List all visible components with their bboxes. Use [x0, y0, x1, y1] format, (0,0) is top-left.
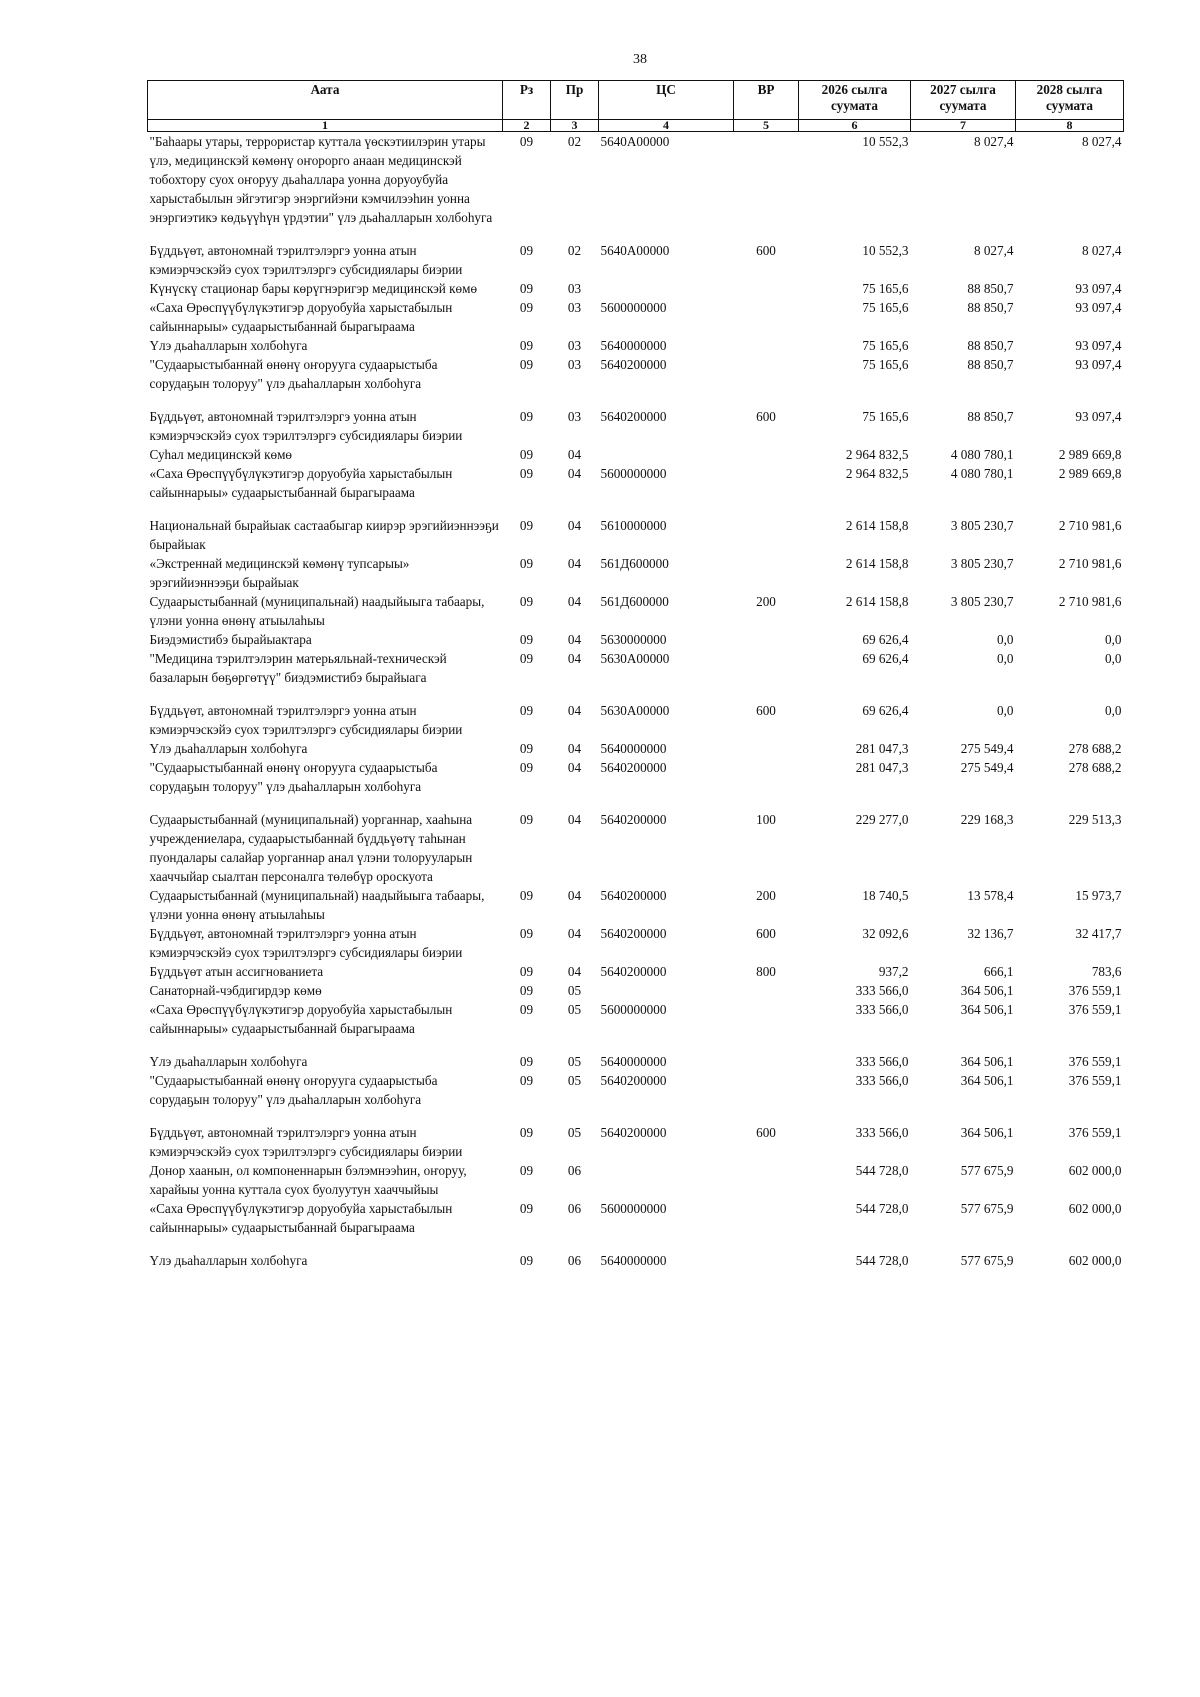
row-rz: 09 — [519, 281, 534, 296]
budget-table — [147, 80, 1124, 1270]
table-row — [148, 1161, 1124, 1199]
table-row — [148, 758, 1124, 796]
spacer-cell — [148, 1109, 1124, 1123]
row-pr: 05 — [567, 1002, 582, 1017]
row-amount-2027: 666,1 — [983, 964, 1014, 979]
row-vr — [734, 1199, 799, 1237]
row-name: Биэдэмистибэ бырайыактара — [149, 632, 312, 647]
row-vr — [734, 279, 799, 298]
row-cs: 5640200000 — [600, 1125, 667, 1140]
table-row — [148, 516, 1124, 554]
row-amount-2027: 577 675,9 — [960, 1163, 1014, 1178]
row-name: Үлэ дьаһалларын холбоһуга — [149, 1253, 308, 1268]
spacer-cell — [148, 227, 1124, 241]
table-row — [148, 554, 1124, 592]
row-amount-2028: 0,0 — [1105, 632, 1122, 647]
row-rz: 09 — [519, 409, 534, 424]
row-spacer — [148, 1109, 1124, 1123]
row-amount-2027: 364 506,1 — [960, 1002, 1014, 1017]
column-number: 3 — [551, 120, 599, 132]
row-pr: 04 — [567, 888, 582, 903]
row-amount-2026: 333 566,0 — [855, 1125, 909, 1140]
row-amount-2026: 75 165,6 — [862, 357, 909, 372]
row-amount-2028: 376 559,1 — [1068, 1054, 1122, 1069]
row-amount-2027: 4 080 780,1 — [950, 466, 1014, 481]
row-amount-2026: 10 552,3 — [862, 134, 909, 149]
row-cs: 5640200000 — [600, 357, 667, 372]
row-name: "Судаарыстыбаннай өнөнү оҥоруугa судаарыстыба сорудаҕын толоруу" үлэ дьаһалларын холбоһуга — [149, 760, 438, 794]
row-amount-2026: 333 566,0 — [855, 1073, 909, 1088]
row-spacer — [148, 393, 1124, 407]
row-cs: 5640000000 — [600, 1054, 667, 1069]
row-cs — [599, 981, 734, 1000]
table-row — [148, 132, 1124, 228]
row-cs: 5640200000 — [600, 964, 667, 979]
row-amount-2028: 2 710 981,6 — [1058, 556, 1122, 571]
column-number: 7 — [911, 120, 1016, 132]
table-row — [148, 630, 1124, 649]
row-vr — [734, 464, 799, 502]
row-pr: 03 — [567, 300, 582, 315]
row-vr — [734, 1161, 799, 1199]
table-row — [148, 336, 1124, 355]
row-amount-2027: 3 805 230,7 — [950, 594, 1014, 609]
row-amount-2026: 2 614 158,8 — [845, 594, 909, 609]
table-row — [148, 649, 1124, 687]
row-cs: 5600000000 — [600, 466, 667, 481]
row-name: «Саха Өрөспүүбүлүкэтигэр доруобуйа харыстабылын сайыннарыы» судаарыстыбаннай бырагыраама — [149, 1201, 453, 1235]
row-name: Суһал медицинскэй көмө — [149, 447, 293, 462]
table-row — [148, 701, 1124, 739]
row-name: Бүддьүөт, автономнай тэрилтэлэргэ уонна атын кэмиэрчэскэйэ суох тэрилтэлэргэ субсидиялары биэрии — [149, 703, 463, 737]
row-pr: 04 — [567, 594, 582, 609]
row-vr — [734, 1000, 799, 1038]
row-pr: 04 — [567, 556, 582, 571]
row-rz: 09 — [519, 964, 534, 979]
row-cs: 5610000000 — [600, 518, 667, 533]
row-vr: 200 — [756, 594, 776, 609]
row-name: Судаарыстыбаннай (муниципальнай) наадыйыыга табаары, үлэни уонна өнөнү атыылаһыы — [149, 594, 485, 628]
page-number: 38 — [633, 52, 647, 67]
header-row — [148, 81, 1124, 120]
row-amount-2028: 32 417,7 — [1075, 926, 1122, 941]
table-body — [148, 132, 1124, 1271]
spacer-cell — [148, 1237, 1124, 1251]
row-cs — [599, 445, 734, 464]
column-number: 6 — [799, 120, 911, 132]
row-amount-2026: 281 047,3 — [855, 760, 909, 775]
table-row — [148, 445, 1124, 464]
row-amount-2026: 75 165,6 — [862, 281, 909, 296]
row-vr — [734, 1052, 799, 1071]
row-name: Үлэ дьаһалларын холбоһуга — [149, 338, 308, 353]
row-amount-2026: 544 728,0 — [855, 1201, 909, 1216]
row-pr: 05 — [567, 983, 582, 998]
row-spacer — [148, 687, 1124, 701]
row-vr — [734, 739, 799, 758]
row-cs: 5640А00000 — [600, 134, 670, 149]
row-amount-2027: 88 850,7 — [967, 300, 1014, 315]
row-amount-2027: 0,0 — [997, 703, 1014, 718]
row-rz: 09 — [519, 703, 534, 718]
row-vr — [734, 298, 799, 336]
row-pr: 06 — [567, 1163, 582, 1178]
header-cs: ЦС — [599, 81, 734, 120]
row-amount-2027: 3 805 230,7 — [950, 518, 1014, 533]
row-amount-2028: 2 710 981,6 — [1058, 594, 1122, 609]
table-row — [148, 810, 1124, 886]
row-amount-2027: 364 506,1 — [960, 983, 1014, 998]
row-amount-2027: 0,0 — [997, 632, 1014, 647]
row-name: Күнүскү стационар бары көрүгнэригэр медицинскэй көмө — [149, 281, 478, 296]
row-pr: 02 — [567, 134, 582, 149]
table-row — [148, 592, 1124, 630]
table-row — [148, 407, 1124, 445]
header-name: Аата — [148, 81, 503, 120]
row-amount-2026: 75 165,6 — [862, 338, 909, 353]
row-pr: 03 — [567, 338, 582, 353]
row-amount-2028: 376 559,1 — [1068, 983, 1122, 998]
row-rz: 09 — [519, 1002, 534, 1017]
row-name: «Саха Өрөспүүбүлүкэтигэр доруобуйа харыстабылын сайыннарыы» судаарыстыбаннай бырагыраама — [149, 1002, 453, 1036]
row-pr: 03 — [567, 409, 582, 424]
row-amount-2027: 364 506,1 — [960, 1125, 1014, 1140]
row-name: «Саха Өрөспүүбүлүкэтигэр доруобуйа харыстабылын сайыннарыы» судаарыстыбаннай бырагыраама — [149, 300, 453, 334]
table-row — [148, 279, 1124, 298]
row-vr: 600 — [756, 409, 776, 424]
row-vr — [734, 445, 799, 464]
row-pr: 05 — [567, 1125, 582, 1140]
header-vr: ВР — [734, 81, 799, 120]
row-vr: 600 — [756, 1125, 776, 1140]
row-cs — [599, 279, 734, 298]
row-cs: 561Д600000 — [600, 556, 669, 571]
row-cs: 5640200000 — [600, 812, 667, 827]
row-cs — [599, 1161, 734, 1199]
column-number: 2 — [503, 120, 551, 132]
row-rz: 09 — [519, 300, 534, 315]
row-pr: 06 — [567, 1253, 582, 1268]
row-pr: 02 — [567, 243, 582, 258]
column-number-row — [148, 120, 1124, 132]
row-rz: 09 — [519, 983, 534, 998]
row-pr: 04 — [567, 703, 582, 718]
table-row — [148, 1000, 1124, 1038]
row-name: Үлэ дьаһалларын холбоһуга — [149, 741, 308, 756]
row-pr: 06 — [567, 1201, 582, 1216]
row-rz: 09 — [519, 357, 534, 372]
row-amount-2027: 88 850,7 — [967, 281, 1014, 296]
row-rz: 09 — [519, 651, 534, 666]
row-name: Бүддьүөт, автономнай тэрилтэлэргэ уонна атын кэмиэрчэскэйэ суох тэрилтэлэргэ субсидиялары биэрии — [149, 1125, 463, 1159]
row-rz: 09 — [519, 1073, 534, 1088]
row-amount-2028: 376 559,1 — [1068, 1002, 1122, 1017]
row-rz: 09 — [519, 632, 534, 647]
row-amount-2026: 2 614 158,8 — [845, 556, 909, 571]
row-rz: 09 — [519, 338, 534, 353]
table-row — [148, 1251, 1124, 1270]
row-pr: 04 — [567, 466, 582, 481]
row-vr — [734, 1251, 799, 1270]
row-amount-2028: 0,0 — [1105, 703, 1122, 718]
table-row — [148, 1071, 1124, 1109]
row-amount-2028: 93 097,4 — [1075, 409, 1122, 424]
row-amount-2027: 88 850,7 — [967, 338, 1014, 353]
row-cs: 5630000000 — [600, 632, 667, 647]
row-pr: 04 — [567, 964, 582, 979]
row-rz: 09 — [519, 1163, 534, 1178]
row-rz: 09 — [519, 926, 534, 941]
row-cs: 561Д600000 — [600, 594, 669, 609]
row-cs: 5640200000 — [600, 409, 667, 424]
row-pr: 04 — [567, 518, 582, 533]
row-name: Бүддьүөт, автономнай тэрилтэлэргэ уонна атын кэмиэрчэскэйэ суох тэрилтэлэргэ субсидиялары биэрии — [149, 243, 463, 277]
row-amount-2026: 18 740,5 — [862, 888, 909, 903]
row-pr: 03 — [567, 357, 582, 372]
row-amount-2026: 937,2 — [878, 964, 909, 979]
row-amount-2026: 75 165,6 — [862, 300, 909, 315]
row-amount-2027: 229 168,3 — [960, 812, 1014, 827]
row-amount-2027: 364 506,1 — [960, 1073, 1014, 1088]
row-cs: 5640200000 — [600, 888, 667, 903]
row-vr: 200 — [756, 888, 776, 903]
row-name: Судаарыстыбаннай (муниципальнай) уорганнар, хааһына учреждениелара, судаарыстыбаннай бүддьүөтү таһынан пуондалары салайар уорганнар анал үлэни толорууларын хааччыйар сыалтан персоналга төлөбүр ороскуота — [149, 812, 473, 884]
row-vr — [734, 758, 799, 796]
column-number: 1 — [148, 120, 503, 132]
table-row — [148, 981, 1124, 1000]
row-name: Судаарыстыбаннай (муниципальнай) наадыйыыга табаары, үлэни уонна өнөнү атыылаһыы — [149, 888, 485, 922]
row-rz: 09 — [519, 1253, 534, 1268]
row-amount-2027: 88 850,7 — [967, 409, 1014, 424]
row-amount-2026: 2 614 158,8 — [845, 518, 909, 533]
row-amount-2027: 0,0 — [997, 651, 1014, 666]
row-amount-2026: 69 626,4 — [862, 651, 909, 666]
row-cs: 5640000000 — [600, 1253, 667, 1268]
table-row — [148, 739, 1124, 758]
table-row — [148, 464, 1124, 502]
row-name: «Саха Өрөспүүбүлүкэтигэр доруобуйа харыстабылын сайыннарыы» судаарыстыбаннай бырагыраама — [149, 466, 453, 500]
row-amount-2028: 783,6 — [1091, 964, 1122, 979]
row-vr: 800 — [756, 964, 776, 979]
row-rz: 09 — [519, 741, 534, 756]
row-amount-2028: 8 027,4 — [1081, 243, 1122, 258]
row-amount-2026: 281 047,3 — [855, 741, 909, 756]
row-amount-2028: 2 989 669,8 — [1058, 466, 1122, 481]
row-pr: 05 — [567, 1073, 582, 1088]
spacer-cell — [148, 393, 1124, 407]
row-amount-2026: 333 566,0 — [855, 983, 909, 998]
row-vr — [734, 132, 799, 228]
row-name: Донор хаанын, ол компоненнарын бэлэмнээһин, оҥоруу, харайыы уонна куттала суох буолуутун хааччыйыы — [149, 1163, 467, 1197]
row-amount-2027: 275 549,4 — [960, 741, 1014, 756]
row-pr: 04 — [567, 926, 582, 941]
row-spacer — [148, 1038, 1124, 1052]
row-amount-2026: 10 552,3 — [862, 243, 909, 258]
row-amount-2028: 278 688,2 — [1068, 760, 1122, 775]
spacer-cell — [148, 1038, 1124, 1052]
header-2028: 2028 сылга суумата — [1016, 81, 1124, 120]
table-row — [148, 962, 1124, 981]
row-amount-2026: 69 626,4 — [862, 703, 909, 718]
row-amount-2028: 602 000,0 — [1068, 1253, 1122, 1268]
row-amount-2028: 93 097,4 — [1075, 300, 1122, 315]
row-spacer — [148, 502, 1124, 516]
row-amount-2026: 32 092,6 — [862, 926, 909, 941]
row-amount-2026: 75 165,6 — [862, 409, 909, 424]
row-amount-2027: 4 080 780,1 — [950, 447, 1014, 462]
row-amount-2028: 376 559,1 — [1068, 1073, 1122, 1088]
column-number: 8 — [1016, 120, 1124, 132]
row-pr: 04 — [567, 632, 582, 647]
row-amount-2027: 275 549,4 — [960, 760, 1014, 775]
row-rz: 09 — [519, 1201, 534, 1216]
row-amount-2028: 15 973,7 — [1075, 888, 1122, 903]
row-amount-2027: 32 136,7 — [967, 926, 1014, 941]
table-row — [148, 1199, 1124, 1237]
row-pr: 03 — [567, 281, 582, 296]
row-amount-2028: 602 000,0 — [1068, 1163, 1122, 1178]
table-row — [148, 1123, 1124, 1161]
table-row — [148, 1052, 1124, 1071]
row-name: "Судаарыстыбаннай өнөнү оҥоруугa судаарыстыба сорудаҕын толоруу" үлэ дьаһалларын холбоһуга — [149, 357, 438, 391]
row-vr: 100 — [756, 812, 776, 827]
row-pr: 05 — [567, 1054, 582, 1069]
row-vr — [734, 630, 799, 649]
row-cs: 5640000000 — [600, 338, 667, 353]
table-row — [148, 886, 1124, 924]
row-vr: 600 — [756, 243, 776, 258]
row-amount-2027: 13 578,4 — [967, 888, 1014, 903]
row-cs: 5640200000 — [600, 760, 667, 775]
row-amount-2026: 544 728,0 — [855, 1253, 909, 1268]
row-amount-2026: 2 964 832,5 — [845, 466, 909, 481]
row-pr: 04 — [567, 760, 582, 775]
row-vr — [734, 355, 799, 393]
table-row — [148, 924, 1124, 962]
row-vr — [734, 1071, 799, 1109]
spacer-cell — [148, 687, 1124, 701]
row-rz: 09 — [519, 447, 534, 462]
row-name: "Медицина тэрилтэлэрин матерьяльнай-техническэй базаларын бөҕөргөтүү" биэдэмистибэ бырайыага — [149, 651, 447, 685]
row-name: Санаторнай-чэбдигирдэр көмө — [149, 983, 322, 998]
row-amount-2027: 8 027,4 — [973, 243, 1014, 258]
row-vr — [734, 649, 799, 687]
row-amount-2028: 93 097,4 — [1075, 357, 1122, 372]
row-rz: 09 — [519, 466, 534, 481]
header-rz: Рз — [503, 81, 551, 120]
row-amount-2028: 93 097,4 — [1075, 281, 1122, 296]
header-2026: 2026 сылга суумата — [799, 81, 911, 120]
row-name: «Экстреннай медицинскэй көмөнү тупсарыы» эрэгийиэннээҕи бырайыак — [149, 556, 410, 590]
row-cs: 5630А00000 — [600, 703, 670, 718]
row-cs: 5600000000 — [600, 1002, 667, 1017]
row-name: "Судаарыстыбаннай өнөнү оҥоруугa судаарыстыба сорудаҕын толоруу" үлэ дьаһалларын холбоһуга — [149, 1073, 438, 1107]
row-vr — [734, 981, 799, 1000]
row-amount-2027: 8 027,4 — [973, 134, 1014, 149]
row-amount-2027: 3 805 230,7 — [950, 556, 1014, 571]
row-amount-2028: 2 710 981,6 — [1058, 518, 1122, 533]
row-cs: 5640000000 — [600, 741, 667, 756]
row-spacer — [148, 1237, 1124, 1251]
row-amount-2026: 229 277,0 — [855, 812, 909, 827]
row-name: Бүддьүөт, автономнай тэрилтэлэргэ уонна атын кэмиэрчэскэйэ суох тэрилтэлэргэ субсидиялары биэрии — [149, 409, 463, 443]
row-pr: 04 — [567, 812, 582, 827]
row-rz: 09 — [519, 594, 534, 609]
row-rz: 09 — [519, 1054, 534, 1069]
row-amount-2028: 602 000,0 — [1068, 1201, 1122, 1216]
row-name: "Баһаары утары, террористар куттала үөскэтиилэрин утары үлэ, медицинскэй көмөнү оҥорорго анаан медицинскэй тобохтору суох оҥоруу дьаһаллара уонна доруоубуйа харыстабылын эйгэтигэр энэргийэни кэмчилээһин уонна энэргиэтикэ көдьүүһүн үрдэтии" үлэ дьаһалларын холбоһуга — [149, 134, 493, 225]
row-amount-2026: 544 728,0 — [855, 1163, 909, 1178]
column-number: 5 — [734, 120, 799, 132]
row-vr — [734, 516, 799, 554]
table-row — [148, 355, 1124, 393]
header-2027: 2027 сылга суумата — [911, 81, 1016, 120]
table-row — [148, 241, 1124, 279]
row-amount-2027: 364 506,1 — [960, 1054, 1014, 1069]
row-cs: 5640200000 — [600, 1073, 667, 1088]
row-rz: 09 — [519, 134, 534, 149]
row-amount-2028: 0,0 — [1105, 651, 1122, 666]
row-amount-2026: 2 964 832,5 — [845, 447, 909, 462]
row-spacer — [148, 796, 1124, 810]
spacer-cell — [148, 502, 1124, 516]
row-name: Бүддьүөт, автономнай тэрилтэлэргэ уонна атын кэмиэрчэскэйэ суох тэрилтэлэргэ субсидиялары биэрии — [149, 926, 463, 960]
header-pr: Пр — [551, 81, 599, 120]
row-cs: 5640200000 — [600, 926, 667, 941]
row-vr — [734, 336, 799, 355]
row-amount-2028: 376 559,1 — [1068, 1125, 1122, 1140]
row-rz: 09 — [519, 888, 534, 903]
row-rz: 09 — [519, 1125, 534, 1140]
row-amount-2026: 333 566,0 — [855, 1002, 909, 1017]
row-amount-2027: 577 675,9 — [960, 1253, 1014, 1268]
row-cs: 5600000000 — [600, 300, 667, 315]
row-amount-2026: 69 626,4 — [862, 632, 909, 647]
row-name: Бүддьүөт атын ассигнованиета — [149, 964, 324, 979]
row-amount-2027: 577 675,9 — [960, 1201, 1014, 1216]
row-rz: 09 — [519, 518, 534, 533]
row-amount-2028: 8 027,4 — [1081, 134, 1122, 149]
row-name: Национальнай бырайыак састаабыгар киирэр эрэгийиэннээҕи бырайыак — [149, 518, 499, 552]
row-vr: 600 — [756, 703, 776, 718]
spacer-cell — [148, 796, 1124, 810]
row-amount-2027: 88 850,7 — [967, 357, 1014, 372]
row-cs: 5630А00000 — [600, 651, 670, 666]
column-number: 4 — [599, 120, 734, 132]
row-amount-2028: 93 097,4 — [1075, 338, 1122, 353]
row-spacer — [148, 227, 1124, 241]
row-cs: 5640А00000 — [600, 243, 670, 258]
row-vr — [734, 554, 799, 592]
table-row — [148, 298, 1124, 336]
row-rz: 09 — [519, 812, 534, 827]
row-cs: 5600000000 — [600, 1201, 667, 1216]
row-amount-2026: 333 566,0 — [855, 1054, 909, 1069]
row-amount-2028: 229 513,3 — [1068, 812, 1122, 827]
row-vr: 600 — [756, 926, 776, 941]
row-pr: 04 — [567, 447, 582, 462]
row-pr: 04 — [567, 651, 582, 666]
row-rz: 09 — [519, 243, 534, 258]
row-pr: 04 — [567, 741, 582, 756]
row-name: Үлэ дьаһалларын холбоһуга — [149, 1054, 308, 1069]
row-amount-2028: 2 989 669,8 — [1058, 447, 1122, 462]
row-amount-2028: 278 688,2 — [1068, 741, 1122, 756]
row-rz: 09 — [519, 556, 534, 571]
row-rz: 09 — [519, 760, 534, 775]
